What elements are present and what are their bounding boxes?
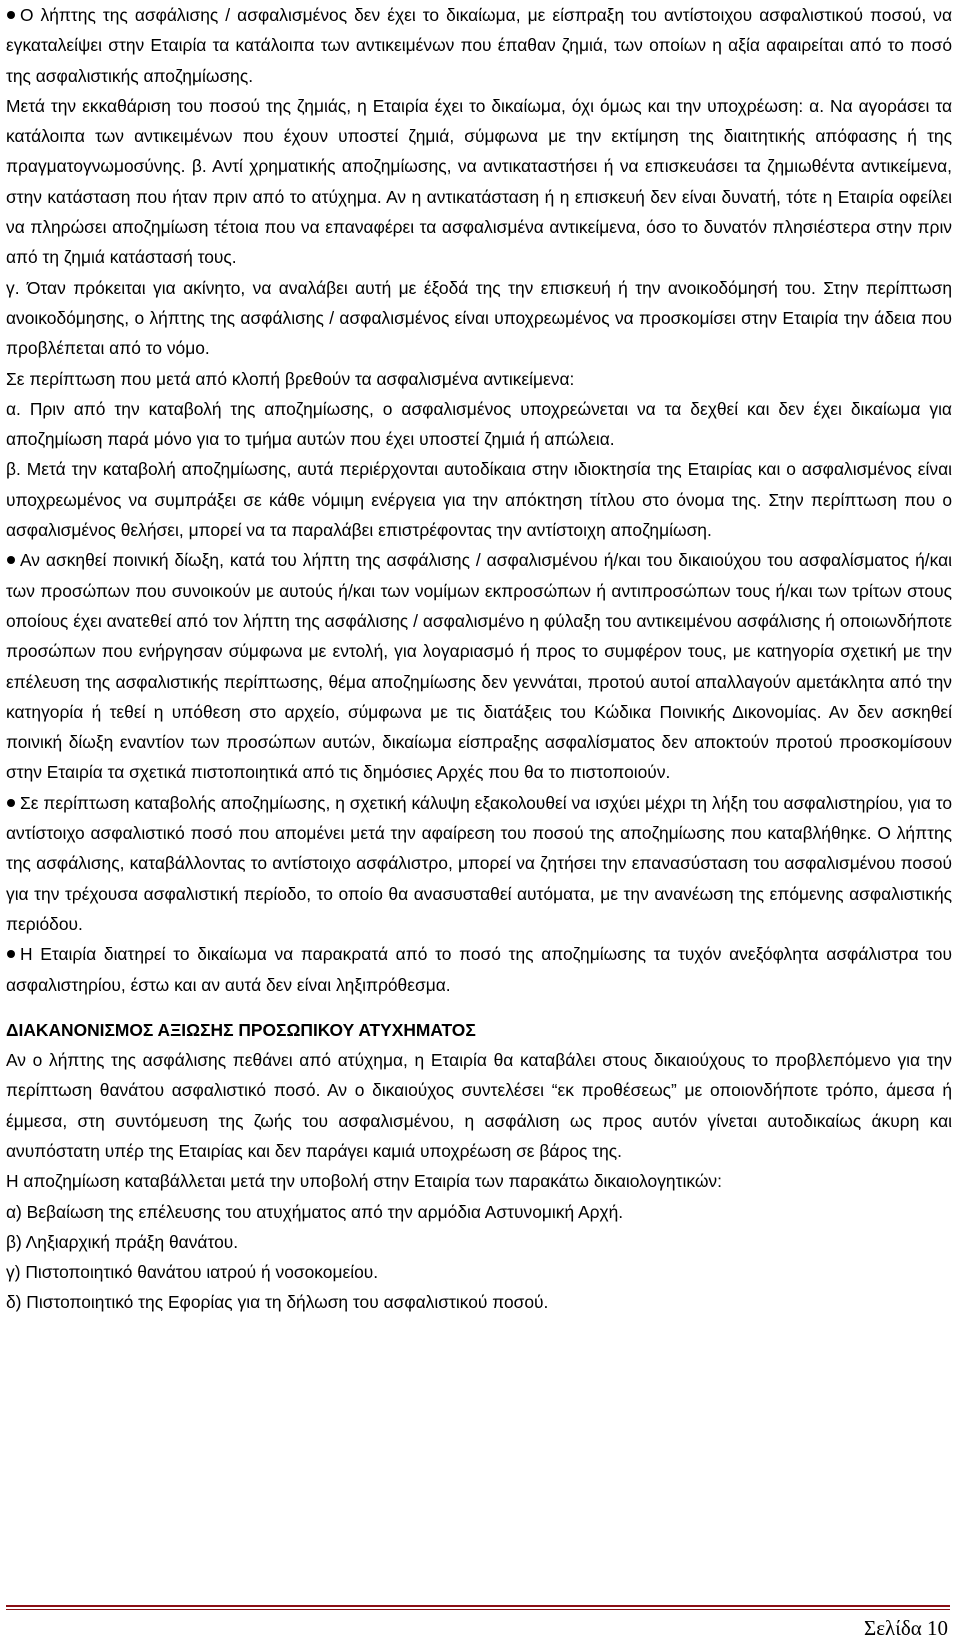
bullet-paragraph: Αν ασκηθεί ποινική δίωξη, κατά του λήπτη της ασφάλισης / ασφαλισμένου ή/και του δικαιούχου του ασφαλίσματος ή/και των προσώπων που συνοικούν με αυτούς ή/και των νομίμων εκπροσώπων ή αντιπροσώπων τους ή/και των τρίτων στους οποίους έχει ανατεθεί από τον λήπτη της ασφάλισης / ασφαλισμένο η φύλαξη του αντικειμένου ασφάλισης ή οποιωνδήποτε προσώπων που ενήργησαν σύμφωνα με εντολή, για λογαριασμό ή προς το συμφέρον τους, με κατηγορία σχετική με την επέλευση της ασφαλιστικής περίπτωσης, θέμα αποζημίωσης δεν γεννάται, προτού αυτοί απαλλαγούν αμετάκλητα από την κατηγορία ή τεθεί η υπόθεση στο αρχείο, σύμφωνα με τις διατάξεις του Κώδικα Ποινικής Δικονομίας. Αν δεν ασκηθεί ποινική δίωξη εναντίον των προσώπων αυτών, δικαίωμα είσπραξης ασφαλίσματος δεν αποκτούν προτού προσκομίσουν στην Εταιρία τα σχετικά πιστοποιητικά από τις δημόσιες Αρχές που θα το πιστοποιούν. (6, 550, 952, 783)
paragraph: α. Πριν από την καταβολή της αποζημίωσης, ο ασφαλισμένος υποχρεώνεται να τα δεχθεί και δεν έχει δικαίωμα για αποζημίωση παρά μόνο για το τμήμα αυτών που έχει υποστεί ζημιά ή απώλεια. (6, 398, 952, 450)
section-heading: ΔΙΑΚΑΝΟΝΙΣΜΟΣ ΑΞΙΩΣΗΣ ΠΡΟΣΩΠΙΚΟΥ ΑΤΥΧΗΜΑΤΟΣ (6, 1019, 476, 1040)
list-item: α) Βεβαίωση της επέλευσης του ατυχήματος από την αρμόδια Αστυνομική Αρχή. (6, 1201, 624, 1222)
bullet-paragraph: Ο λήπτης της ασφάλισης / ασφαλισμένος δεν έχει το δικαίωμα, με είσπραξη του αντίστοιχου ασφαλιστικού ποσού, να εγκαταλείψει στην Εταιρία τα κατάλοιπα των αντικειμένων που έπαθαν ζημιά, των οποίων η αξία αφαιρείται από το ποσό της ασφαλιστικής αποζημίωσης. (6, 5, 952, 86)
footer-divider-thin (6, 1609, 950, 1610)
bullet-icon (7, 950, 15, 958)
list-item: γ) Πιστοποιητικό θανάτου ιατρού ή νοσοκομείου. (6, 1262, 379, 1283)
bullet-icon (7, 556, 15, 564)
paragraph: Η αποζημίωση καταβάλλεται μετά την υποβολή στην Εταιρία των παρακάτω δικαιολογητικών: (6, 1171, 722, 1192)
paragraph: β. Μετά την καταβολή αποζημίωσης, αυτά περιέρχονται αυτοδίκαια στην ιδιοκτησία της Εταιρίας και ο ασφαλισμένος είναι υποχρεωμένος να συμπράξει σε κάθε νόμιμη ενέργεια για την απόκτηση τίτλου στο όνομα της. Στην περίπτωση που ο ασφαλισμένος θελήσει, μπορεί να τα παραλάβει επιστρέφοντας την αντίστοιχη αποζημίωση. (6, 459, 952, 541)
bullet-icon (7, 11, 15, 19)
paragraph: Αν ο λήπτης της ασφάλισης πεθάνει από ατύχημα, η Εταιρία θα καταβάλει στους δικαιούχους το προβλεπόμενο για την περίπτωση θανάτου ασφαλιστικό ποσό. Αν ο δικαιούχος συντελέσει “εκ προθέσεως” με οποιονδήποτε τρόπο, άμεσα ή έμμεσα, στη συντόμευση της ζωής του ασφαλισμένου, η ασφάλιση ως προς αυτόν γίνεται αυτοδικαίως άκυρη και ανυπόστατη υπέρ της Εταιρίας και δεν παράγει καμιά υποχρέωση σε βάρος της. (6, 1050, 952, 1161)
document-body (6, 0, 952, 1318)
bullet-paragraph: Η Εταιρία διατηρεί το δικαίωμα να παρακρατά από το ποσό της αποζημίωσης τα τυχόν ανεξόφλητα ασφάλιστρα του ασφαλιστηρίου, έστω και αν αυτά δεν είναι ληξιπρόθεσμα. (6, 944, 952, 995)
list-item: β) Ληξιαρχική πράξη θανάτου. (6, 1231, 239, 1252)
list-item: δ) Πιστοποιητικό της Εφορίας για τη δήλωση του ασφαλιστικού ποσού. (6, 1292, 549, 1313)
paragraph: Σε περίπτωση που μετά από κλοπή βρεθούν τα ασφαλισμένα αντικείμενα: (6, 368, 575, 389)
page-number: Σελίδα 10 (863, 1616, 948, 1640)
paragraph: γ. Όταν πρόκειται για ακίνητο, να αναλάβει αυτή με έξοδά της την επισκευή ή την ανοικοδόμησή του. Στην περίπτωση ανοικοδόμησης, ο λήπτης της ασφάλισης / ασφαλισμένος είναι υποχρεωμένος να προσκομίσει στην Εταιρία την άδεια που προβλέπεται από το νόμο. (6, 277, 952, 359)
footer-divider (6, 1605, 950, 1607)
bullet-paragraph: Σε περίπτωση καταβολής αποζημίωσης, η σχετική κάλυψη εξακολουθεί να ισχύει μέχρι τη λήξη του ασφαλιστηρίου, για το αντίστοιχο ασφαλιστικό ποσό που απομένει μετά την αφαίρεση του ποσού της αποζημίωσης που καταβλήθηκε. Ο λήπτης της ασφάλισης, καταβάλλοντας το αντίστοιχο ασφάλιστρο, μπορεί να ζητήσει την επανασύσταση του ασφαλισμένου ποσού για την τρέχουσα ασφαλιστική περίοδο, το οποίο θα ανασυσταθεί αυτόματα, με την ανανέωση της επόμενης ασφαλιστικής περιόδου. (6, 792, 952, 934)
paragraph: Μετά την εκκαθάριση του ποσού της ζημιάς, η Εταιρία έχει το δικαίωμα, όχι όμως και την υποχρέωση: α. Να αγοράσει τα κατάλοιπα των αντικειμένων που έχουν υποστεί ζημιά, σύμφωνα με την εκτίμηση της διαιτητικής απόφασης ή της πραγματογνωμοσύνης. β. Αντί χρηματικής αποζημίωσης, να αντικαταστήσει ή να επισκευάσει τα ζημιωθέντα αντικείμενα, στην κατάσταση που ήταν πριν από το ατύχημα. Αν η αντικατάσταση ή η επισκευή δεν είναι δυνατή, τότε η Εταιρία οφείλει να πληρώσει αποζημίωση τέτοια που να επαναφέρει τα ασφαλισμένα αντικείμενα, όσο το δυνατόν πλησιέστερα στην πριν από τη ζημιά κατάστασή τους. (6, 95, 952, 268)
bullet-icon (7, 799, 15, 807)
